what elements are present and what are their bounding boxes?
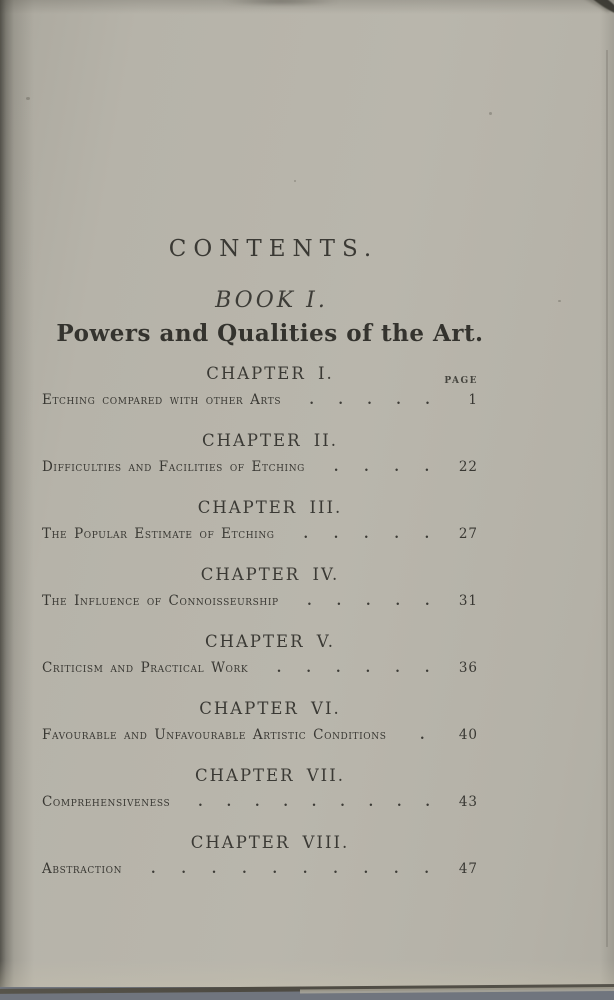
chapter-heading: CHAPTER I. [206,364,334,383]
page-column-label: PAGE [444,376,478,386]
leader-dot: . [276,661,282,676]
chapter-block [40,498,500,544]
leader-dot: . [336,661,341,676]
leader-dot: . [272,862,278,877]
leader-dot: . [424,527,430,542]
leader-dot: . [395,661,400,676]
dot-leader [186,794,442,812]
leader-dot: . [368,795,374,810]
entry-title: Etching compared with other Arts [42,392,282,408]
chapter-heading: CHAPTER VI. [199,699,341,718]
page-title: CONTENTS. [168,236,379,262]
leader-dot: . [306,661,311,676]
leader-dot: . [254,795,260,810]
leader-dot: . [425,393,430,408]
entry-page-number: 27 [458,526,478,542]
leader-dot: . [424,661,430,676]
leader-dot: . [397,795,402,810]
entry-title: Comprehensiveness [42,794,171,810]
entry-page-number: 36 [458,660,478,676]
leader-dot: . [366,594,371,609]
dot-leader [295,593,442,611]
chapter-heading: CHAPTER IV. [200,565,340,584]
chapter-block [40,565,500,611]
book-heading: BOOK I. [215,288,328,313]
entry-page-number: 43 [458,794,478,810]
chapter-block [40,431,500,477]
chapter-heading: CHAPTER VII. [195,766,345,785]
leader-dot: . [424,862,429,877]
dot-leader [321,459,442,477]
leader-dot: . [419,728,425,743]
leader-dot: . [425,795,430,810]
toc-entry-row [40,793,500,812]
leader-dot: . [333,527,339,542]
entry-page-number: 40 [458,727,478,743]
leader-dot: . [211,862,217,877]
dot-leader [138,861,442,879]
dot-leader [403,727,443,745]
leader-dot: . [396,393,401,408]
chapter-block [40,699,500,745]
leader-dot: . [364,527,369,542]
leader-dot: . [365,661,371,676]
dot-leader [264,660,442,678]
chapter-heading: CHAPTER III. [197,498,343,517]
dot-leader [291,526,442,544]
gutter-shadow [0,0,34,987]
entry-title: Difficulties and Facilities of Etching [42,459,305,475]
chapter-heading: CHAPTER II. [201,431,339,450]
dot-leader [297,392,442,410]
chapters-list [40,364,500,900]
leader-dot: . [151,862,156,877]
entry-page-number: 1 [468,392,478,408]
leader-dot: . [181,862,186,877]
toc-entry-row [40,726,500,745]
entry-title: Favourable and Unfavourable Artistic Conditions [42,727,387,743]
chapter-block [40,364,500,410]
leader-dot: . [424,460,430,475]
leader-dot: . [302,862,308,877]
toc-entry-row [40,860,500,879]
chapter-block [40,833,500,879]
leader-dot: . [226,795,232,810]
leader-dot: . [424,594,430,609]
leader-dot: . [338,393,343,408]
leader-dot: . [336,594,342,609]
leader-dot: . [394,862,399,877]
chapter-block [40,766,500,812]
toc-entry-row [40,391,500,410]
page-edge-line [606,50,608,947]
entry-page-number: 22 [458,459,478,475]
leader-dot: . [198,795,203,810]
leader-dot: . [394,460,399,475]
entry-title: The Popular Estimate of Etching [42,526,275,542]
book-subtitle: Powers and Qualities of the Art. [56,320,484,347]
entry-title: Criticism and Practical Work [42,660,249,676]
leader-dot: . [340,795,345,810]
leader-dot: . [303,527,308,542]
chapter-heading: CHAPTER V. [204,632,336,651]
leader-dot: . [333,460,339,475]
toc-entry-row [40,525,500,544]
toc-entry-row [40,592,500,611]
leader-dot: . [242,862,247,877]
entry-page-number: 47 [458,861,478,877]
chapter-block [40,632,500,678]
leader-dot: . [394,527,399,542]
leader-dot: . [364,460,369,475]
chapter-heading: CHAPTER VIII. [190,833,350,852]
entry-title: The Influence of Connoisseurship [42,593,279,609]
table-of-contents [40,0,500,987]
leader-dot: . [395,594,401,609]
entry-title: Abstraction [42,861,123,877]
leader-dot: . [307,594,312,609]
leader-dot: . [309,393,314,408]
entry-page-number: 31 [458,593,478,609]
leader-dot: . [311,795,317,810]
leader-dot: . [363,862,369,877]
toc-entry-row [40,458,500,477]
leader-dot: . [367,393,372,408]
paper-speck [26,97,30,100]
toc-entry-row [40,659,500,678]
leader-dot: . [283,795,288,810]
paper-speck [558,300,561,302]
leader-dot: . [333,862,338,877]
